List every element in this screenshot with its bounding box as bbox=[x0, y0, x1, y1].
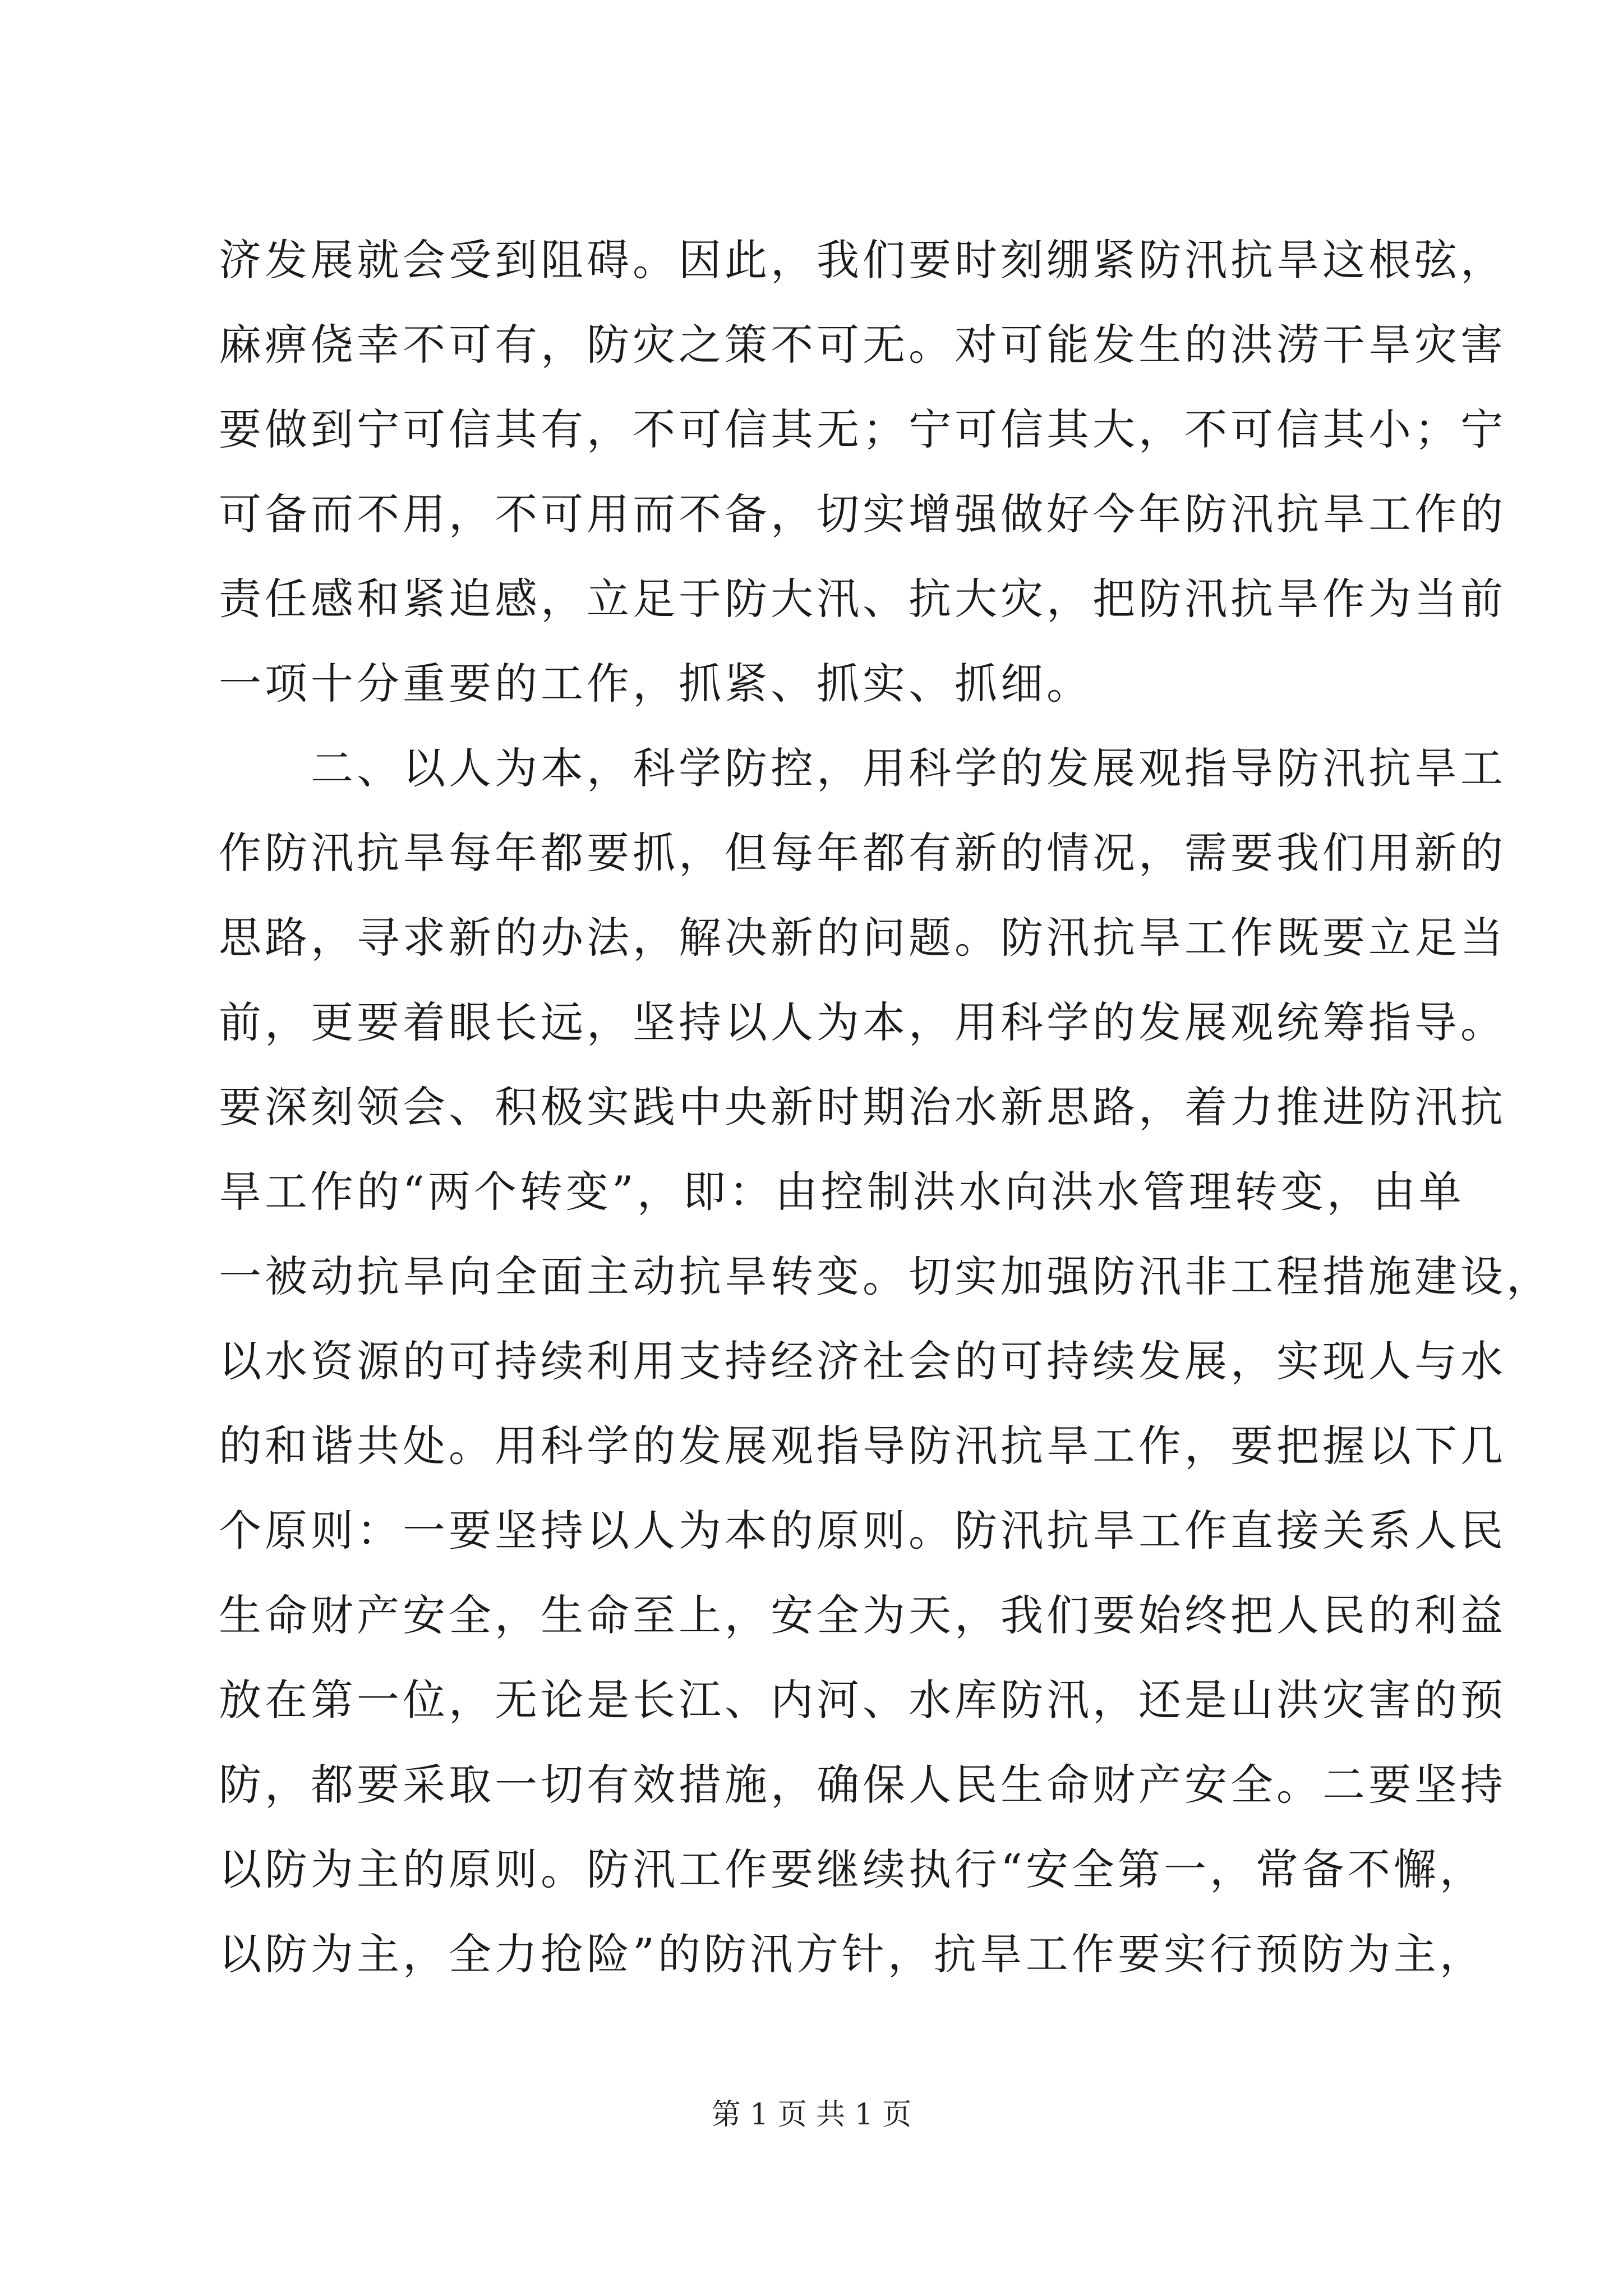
text-line: 个原则：一要坚持以人为本的原则。防汛抗旱工作直接关系人民 bbox=[219, 1506, 1506, 1556]
text-line: 要做到宁可信其有，不可信其无；宁可信其大，不可信其小；宁 bbox=[219, 404, 1506, 454]
text-line: 的和谐共处。用科学的发展观指导防汛抗旱工作，要把握以下几 bbox=[219, 1421, 1506, 1471]
text-line: 旱工作的“两个转变”，即：由控制洪水向洪水管理转变，由单 bbox=[219, 1167, 1465, 1217]
text-line: 要深刻领会、积极实践中央新时期治水新思路，着力推进防汛抗 bbox=[219, 1082, 1506, 1132]
text-line: 以防为主的原则。防汛工作要继续执行“安全第一，常备不懈， bbox=[219, 1844, 1486, 1894]
text-line: 一项十分重要的工作，抓紧、抓实、抓细。 bbox=[219, 659, 1092, 708]
text-line: 麻痹侥幸不可有，防灾之策不可无。对可能发生的洪涝干旱灾害 bbox=[219, 320, 1506, 370]
text-line: 二、以人为本，科学防控，用科学的发展观指导防汛抗旱工 bbox=[219, 743, 1506, 793]
text-line: 可备而不用，不可用而不备，切实增强做好今年防汛抗旱工作的 bbox=[219, 489, 1506, 539]
document-body bbox=[219, 218, 1552, 1996]
text-line: 放在第一位，无论是长江、内河、水库防汛，还是山洪灾害的预 bbox=[219, 1675, 1506, 1725]
text-line: 济发展就会受到阻碍。因此，我们要时刻绷紧防汛抗旱这根弦， bbox=[219, 235, 1506, 285]
text-line: 思路，寻求新的办法，解决新的问题。防汛抗旱工作既要立足当 bbox=[219, 913, 1506, 963]
text-line: 生命财产安全，生命至上，安全为天，我们要始终把人民的利益 bbox=[219, 1590, 1506, 1640]
text-line: 以防为主，全力抢险”的防汛方针，抗旱工作要实行预防为主， bbox=[219, 1929, 1486, 1979]
text-line: 前，更要着眼长远，坚持以人为本，用科学的发展观统筹指导。 bbox=[219, 997, 1506, 1047]
text-line: 防，都要采取一切有效措施，确保人民生命财产安全。二要坚持 bbox=[219, 1760, 1506, 1810]
text-line: 作防汛抗旱每年都要抓，但每年都有新的情况，需要我们用新的 bbox=[219, 828, 1506, 878]
text-line: 以水资源的可持续利用支持经济社会的可持续发展，实现人与水 bbox=[219, 1336, 1506, 1386]
page-footer: 第 1 页 共 1 页 bbox=[711, 2098, 912, 2132]
text-line: 一被动抗旱向全面主动抗旱转变。切实加强防汛非工程措施建设， bbox=[219, 1251, 1552, 1301]
text-line: 责任感和紧迫感，立足于防大汛、抗大灾，把防汛抗旱作为当前 bbox=[219, 574, 1506, 624]
